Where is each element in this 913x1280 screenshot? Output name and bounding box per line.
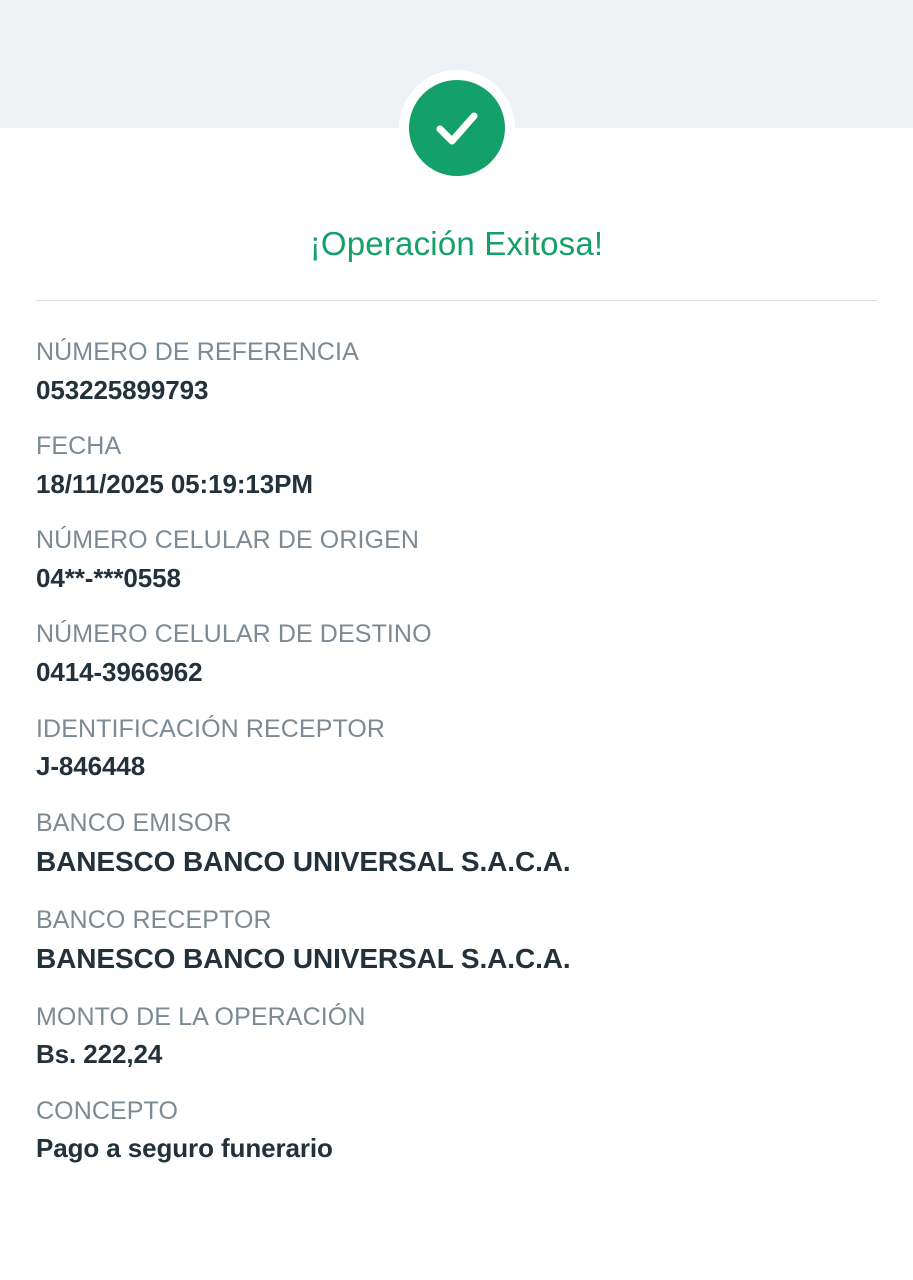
field-value: Bs. 222,24 (36, 1039, 163, 1070)
receipt-field (36, 430, 881, 502)
field-value: J-846448 (36, 751, 146, 782)
receipt-field (36, 618, 881, 690)
receipt-field (36, 524, 881, 596)
receipt-field (36, 713, 881, 785)
field-value: Pago a seguro funerario (36, 1133, 333, 1164)
divider (36, 300, 877, 301)
field-label: BANCO RECEPTOR (36, 905, 272, 934)
field-label: MONTO DE LA OPERACIÓN (36, 1002, 366, 1031)
field-label: FECHA (36, 432, 122, 461)
field-label: NÚMERO CELULAR DE ORIGEN (36, 526, 420, 555)
field-value: 04**-***0558 (36, 563, 181, 594)
field-label: BANCO EMISOR (36, 808, 232, 837)
receipt-field-list (36, 336, 881, 1189)
field-label: NÚMERO CELULAR DE DESTINO (36, 620, 432, 649)
page-title: ¡Operación Exitosa! (309, 225, 604, 262)
field-label: IDENTIFICACIÓN RECEPTOR (36, 714, 386, 743)
field-value: BANESCO BANCO UNIVERSAL S.A.C.A. (36, 846, 571, 878)
field-label: NÚMERO DE REFERENCIA (36, 338, 359, 366)
success-icon-wrapper (399, 70, 515, 186)
field-value: BANESCO BANCO UNIVERSAL S.A.C.A. (36, 943, 571, 975)
field-value: 053225899793 (36, 374, 209, 405)
receipt-field (36, 807, 881, 882)
receipt-field (36, 1001, 881, 1073)
field-value: 0414-3966962 (36, 657, 203, 688)
receipt-field (36, 1095, 881, 1167)
field-label: CONCEPTO (36, 1096, 179, 1125)
check-circle-icon (409, 80, 505, 176)
receipt-field (36, 904, 881, 979)
field-value: 18/11/2025 05:19:13PM (36, 468, 313, 499)
receipt-field (36, 336, 881, 408)
